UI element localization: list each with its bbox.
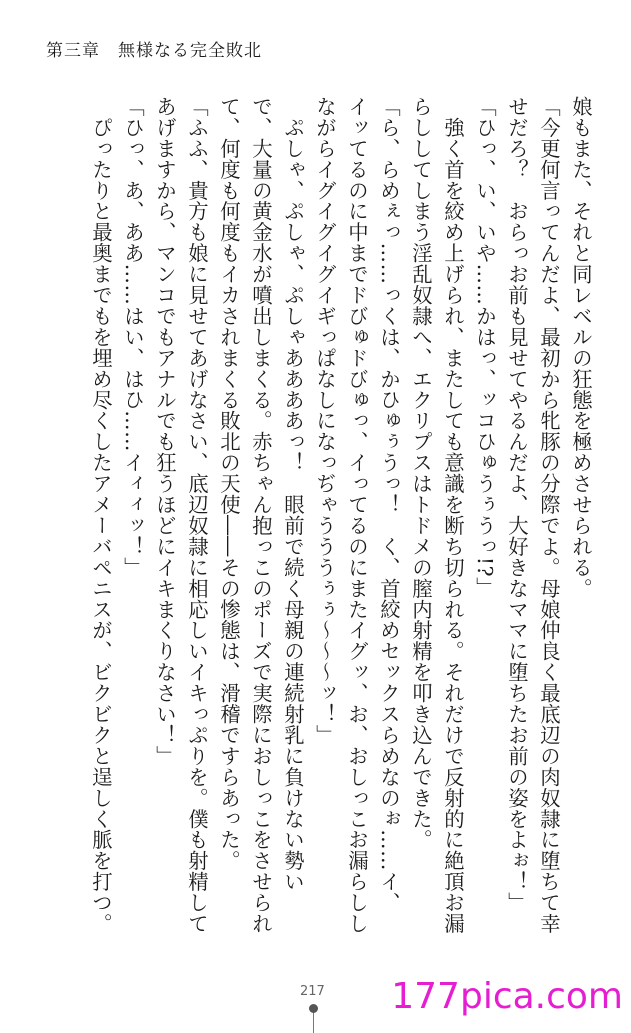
body-line-12: て、何度も何度もイカされまくる敗北の天使――その惨態は、滑稽ですらあった。 — [217, 96, 241, 872]
body-line-15: 「ひっ、あ、ああ……はい、はひ……イィィッ！」 — [121, 96, 145, 578]
chapter-header: 第三章 無様なる完全敗北 — [46, 41, 262, 61]
body-line-13: 「ふふ、貴方も娘に見せてあげなさい、底辺奴隷に相応しいイキっぷりを。僕も射精して — [185, 96, 209, 934]
body-line-10: ぷしゃ、ぷしゃ、ぷしゃああああっ！ 眼前で続く母親の連続射乳に負けない勢い — [281, 96, 305, 893]
body-line-9: ながらイグイグイグイギっぱなしになっぢゃうううぅぅ～～～ッ！」 — [313, 96, 337, 746]
body-line-2: 「今更何言ってんだよ、最初から牝豚の分際でよ。母娘仲良く最底辺の肉奴隷に堕ちて幸 — [537, 96, 561, 934]
body-line-4: 「ひっ、い、いや……かはっ、ッコひゅうぅうっ!?」 — [473, 96, 497, 599]
body-line-11: で、大量の黄金水が噴出しまくる。赤ちゃん抱っこのポーズで実際におしっこをさせられ — [249, 96, 273, 934]
body-line-6: らししてしまう淫乱奴隷へ、エクリプスはトドメの膣内射精を叩き込んできた。 — [409, 96, 433, 851]
body-line-1: 娘もまた、それと同レベルの狂態を極めさせられる。 — [569, 96, 593, 599]
body-line-16: ぴったりと最奥までもを埋め尽くしたアメーバペニスが、ビクビクと逞しく脈を打つ。 — [89, 96, 113, 934]
body-line-8: イッてるのに中までドびゅドびゅっ、イってるのにまたイグッ、お、おしっこお漏らしし — [345, 96, 369, 934]
body-line-5: 強く首を絞め上げられ、またしても意識を断ち切られる。それだけで反射的に絶頂お漏 — [441, 96, 465, 934]
page-marker-dot — [309, 1004, 318, 1013]
body-line-3: せだろ？ おらっお前も見せてやるんだよ、大好きなママに堕ちたお前の姿をよぉ！」 — [505, 96, 529, 914]
watermark: 177pica.com — [391, 976, 623, 1017]
body-line-14: あげますから、マンコでもアナルでも狂うほどにイキまくりなさい！」 — [153, 96, 177, 767]
page-number: 217 — [300, 984, 325, 999]
body-line-7: 「ら、らめぇっ……っくは、かひゅぅうっ！ く、首絞めセックスらめなのぉ……イ、 — [377, 96, 401, 914]
